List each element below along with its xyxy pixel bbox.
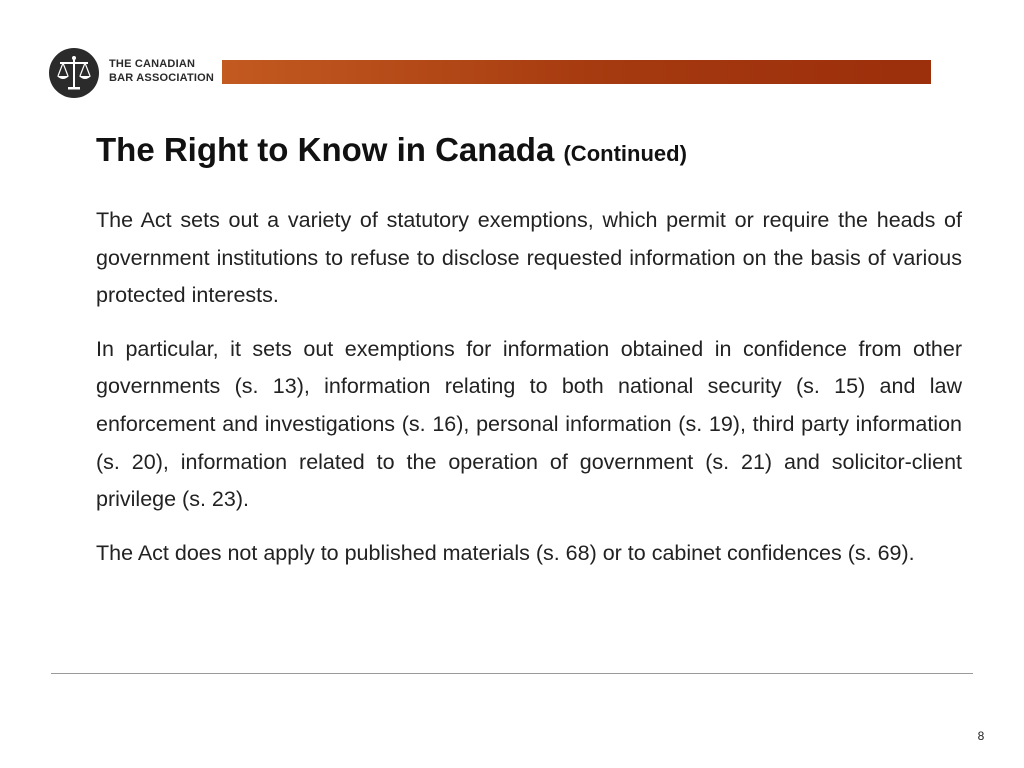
organization-name-line-1: THE CANADIAN — [109, 58, 196, 70]
body-paragraph-2: In particular, it sets out exemptions for information obtained in confidence from other governments (s. 13), information relating to both national security (s. 15) and law enforcement and investigations (s. 16), personal information (s. 19), third party information (s. 20), information related to the operation of government (s. 21) and solicitor-client privilege (s. 23). — [96, 336, 962, 512]
organization-name-line-2: BAR ASSOCIATION — [109, 72, 215, 84]
body-paragraph-3: The Act does not apply to published materials (s. 68) or to cabinet confidences (s. 69). — [96, 540, 915, 565]
page-number: 8 — [977, 729, 985, 743]
slide-title-continued: (Continued) — [563, 141, 687, 166]
cba-logo — [49, 48, 99, 98]
slide-body — [96, 202, 962, 588]
scales-of-justice-icon — [49, 48, 99, 98]
footer-divider — [51, 673, 973, 674]
slide-title-main: The Right to Know in Canada — [96, 131, 555, 168]
header-accent-bar — [222, 60, 931, 84]
organization-name — [109, 57, 214, 85]
body-paragraph-1: The Act sets out a variety of statutory exemptions, which permit or require the heads of government institutions to refuse to disclose requested information on the basis of various protected interests. — [96, 208, 962, 308]
slide-title — [96, 128, 687, 176]
